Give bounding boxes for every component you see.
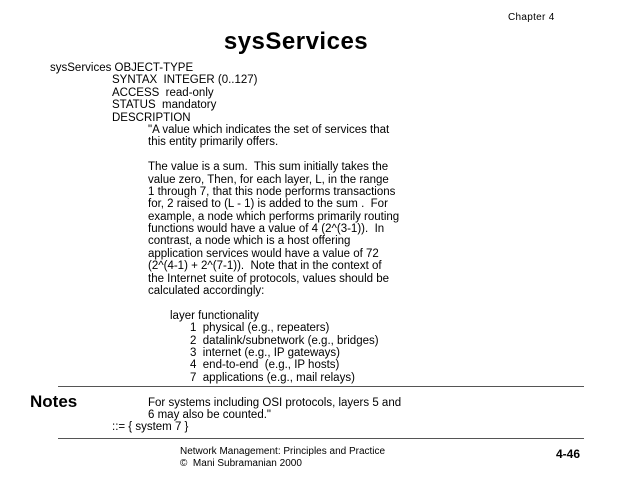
status-line: STATUS mandatory — [112, 99, 217, 112]
description-line: the Internet suite of protocols, values should be — [148, 272, 390, 285]
description-line: functions would have a value of 4 (2^(3-1)). In — [148, 223, 385, 236]
description-line: (2^(4-1) + 2^(7-1)). Note that in the context of — [148, 260, 382, 273]
description-line: 6 may also be counted." — [148, 408, 271, 421]
description-line: this entity primarily offers. — [148, 136, 279, 149]
description-line: for, 2 raised to (L - 1) is added to the sum . For — [148, 198, 388, 211]
footer — [180, 446, 385, 470]
assignment-line: ::= { system 7 } — [112, 421, 189, 434]
description-line: For systems including OSI protocols, layers 5 and — [148, 396, 402, 409]
description-line: calculated accordingly: — [148, 285, 265, 298]
page-number: 4-46 — [556, 447, 581, 461]
layer-item: 2 datalink/subnetwork (e.g., bridges) — [190, 334, 379, 347]
chapter-label: Chapter 4 — [508, 12, 555, 23]
layer-item: 1 physical (e.g., repeaters) — [190, 322, 330, 335]
page-title: sysServices — [223, 28, 369, 55]
access-line: ACCESS read-only — [112, 86, 214, 99]
object-type-line: sysServices OBJECT-TYPE — [50, 62, 194, 74]
description-line: application services would have a value of 72 — [148, 247, 379, 260]
footer-copyright: © Mani Subramanian 2000 — [180, 458, 302, 469]
description-line: example, a node which performs primarily routing — [148, 210, 400, 223]
layer-item: 7 applications (e.g., mail relays) — [190, 371, 355, 384]
description-line: The value is a sum. This sum initially takes the — [148, 161, 389, 174]
notes-divider-top — [58, 386, 584, 387]
description-line: 1 through 7, that this node performs transactions — [148, 185, 396, 198]
layer-item: 4 end-to-end (e.g., IP hosts) — [190, 359, 340, 372]
mib-definition — [50, 62, 590, 434]
description-line: "A value which indicates the set of services that — [148, 123, 390, 136]
paragraph-gap — [50, 149, 590, 161]
notes-heading: Notes — [30, 392, 78, 411]
description-line: value zero, Then, for each layer, L, in the range — [148, 173, 389, 186]
notes-divider-bottom — [58, 438, 584, 439]
description-line: contrast, a node which is a host offering — [148, 235, 351, 248]
paragraph-gap — [50, 297, 590, 309]
layer-heading: layer functionality — [170, 309, 259, 322]
layer-item: 3 internet (e.g., IP gateways) — [190, 346, 341, 359]
description-label: DESCRIPTION — [112, 111, 191, 124]
footer-book-title: Network Management: Principles and Practice — [180, 446, 386, 457]
syntax-line: SYNTAX INTEGER (0..127) — [112, 74, 258, 87]
